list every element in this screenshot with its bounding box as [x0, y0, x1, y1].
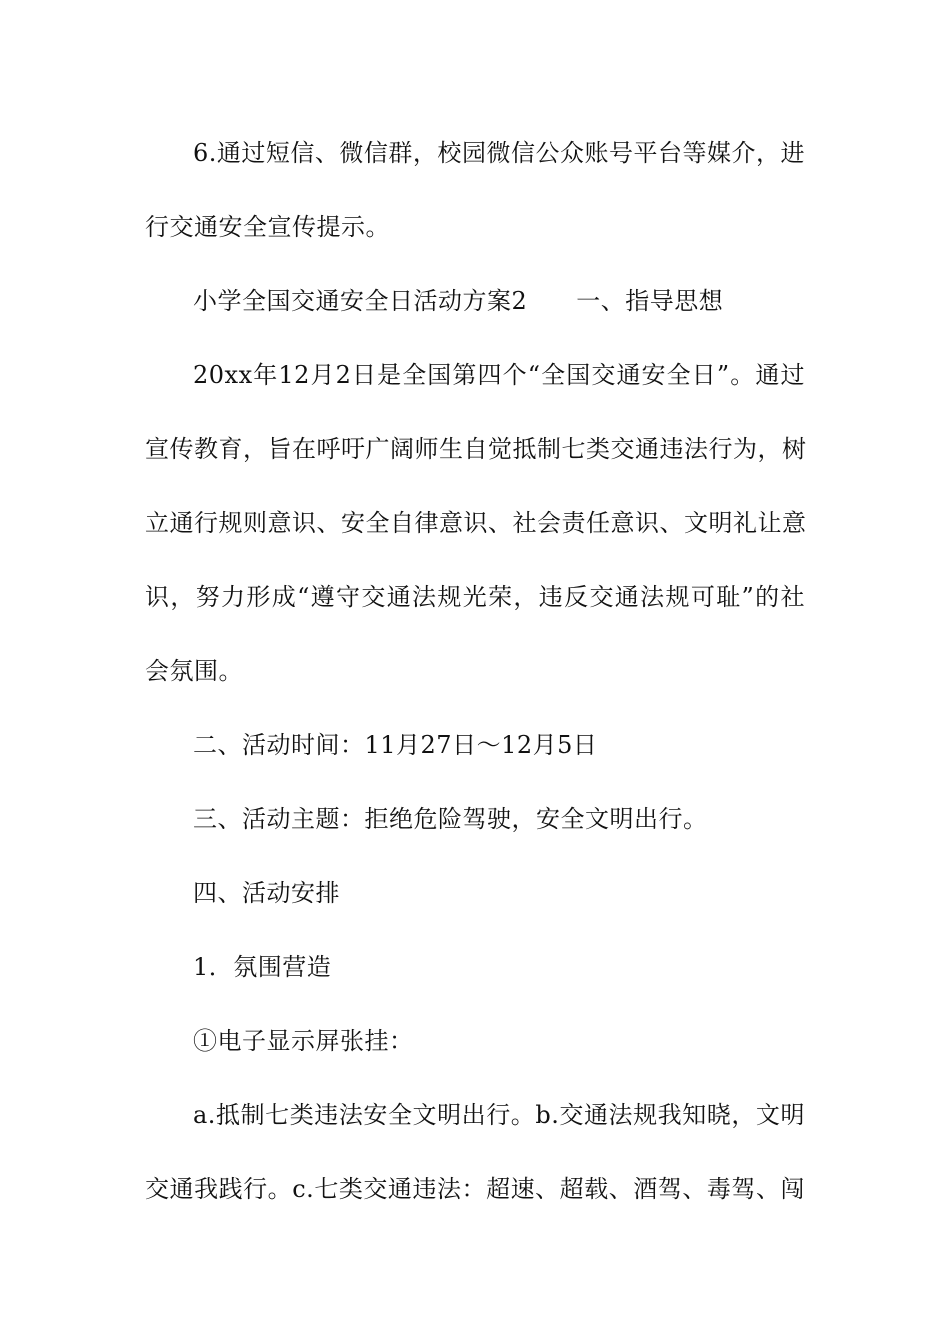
text-line-2: 行交通安全宣传提示。 — [145, 213, 390, 241]
text-line-4: 20xx年12月2日是全国第四个“全国交通安全日”。通过 — [193, 361, 805, 389]
text-line-10: 三、活动主题：拒绝危险驾驶，安全文明出行。 — [193, 805, 708, 833]
text-line-5: 宣传教育，旨在呼吁广阔师生自觉抵制七类交通违法行为，树 — [145, 435, 807, 463]
text-line-11: 四、活动安排 — [193, 879, 340, 907]
text-line-7: 识，努力形成“遵守交通法规光荣，违反交通法规可耻”的社 — [145, 583, 805, 611]
text-line-15: 交通我践行。c.七类交通违法：超速、超载、酒驾、毒驾、闯 — [145, 1175, 805, 1203]
text-line-3: 小学全国交通安全日活动方案2 一、指导思想 — [193, 287, 724, 315]
text-line-1: 6.通过短信、微信群，校园微信公众账号平台等媒介，进 — [193, 139, 805, 167]
text-line-8: 会氛围。 — [145, 657, 243, 685]
text-line-13: ①电子显示屏张挂： — [193, 1027, 414, 1055]
text-line-14: a.抵制七类违法安全文明出行。b.交通法规我知晓，文明 — [193, 1101, 805, 1129]
text-line-12: 1．氛围营造 — [193, 953, 332, 981]
text-line-6: 立通行规则意识、安全自律意识、社会责任意识、文明礼让意 — [145, 509, 807, 537]
text-line-9: 二、活动时间：11月27日～12月5日 — [193, 731, 598, 759]
